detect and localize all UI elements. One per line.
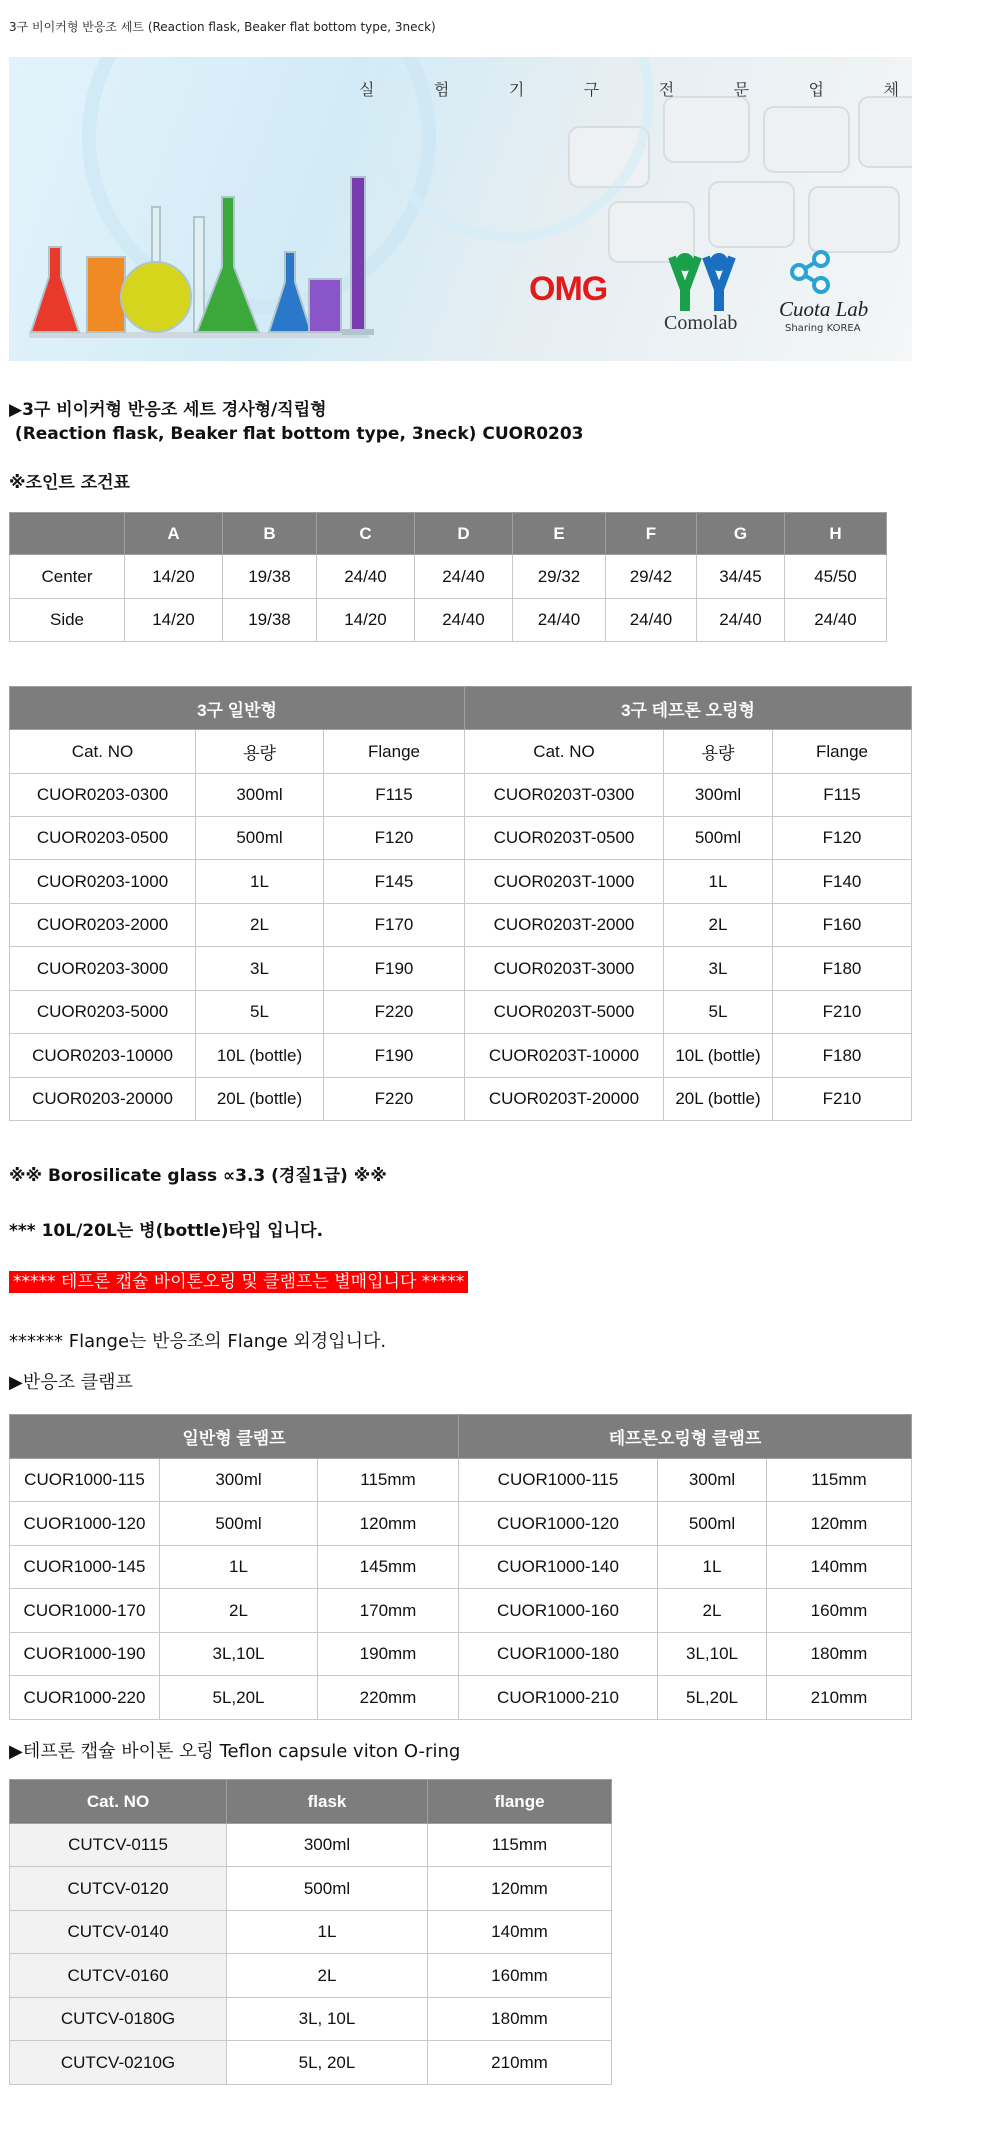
product-cell: 2L [196,904,324,947]
joint-cell: 45/50 [785,555,887,599]
product-cell: F220 [324,1078,465,1121]
clamp-group-left: 일반형 클램프 [10,1415,459,1459]
clamp-cell: CUOR1000-220 [10,1676,160,1720]
slogan-char: 구 [583,80,600,99]
clamp-cell: 115mm [767,1459,912,1502]
product-cell: 300ml [664,774,773,817]
table-row [10,1589,912,1633]
joint-cell: 14/20 [125,555,223,599]
product-cell: CUOR0203T-0500 [465,817,664,860]
oring-cell: 3L, 10L [227,1998,428,2041]
joint-cell: 24/40 [513,599,606,642]
table-row [10,2041,612,2085]
banner-slogan [359,77,899,100]
banner [9,57,912,361]
product-cell: 10L (bottle) [196,1034,324,1078]
cuotalab-logo: Cuota Lab [779,297,869,321]
product-cell: CUOR0203T-5000 [465,991,664,1034]
cuotalab-logo-icon [792,252,828,292]
borosilicate-note: ※※ Borosilicate glass ∝3.3 (경질1급) ※※ [9,1166,387,1186]
table-row [10,1824,612,1867]
product-cell: F220 [324,991,465,1034]
lab-glassware-illustration [9,57,912,361]
clamp-cell: 120mm [318,1502,459,1546]
oring-cell: 115mm [428,1824,612,1867]
table-row [10,1078,912,1121]
joint-header-cell: H [785,513,887,555]
clamp-cell: CUOR1000-145 [10,1546,160,1589]
product-table [9,686,912,1121]
product-cell: CUOR0203-3000 [10,947,196,991]
product-cell: CUOR0203T-20000 [465,1078,664,1121]
clamp-cell: CUOR1000-170 [10,1589,160,1633]
oring-cell: CUTCV-0180G [10,1998,227,2041]
joint-heading: ※조인트 조건표 [9,473,130,493]
oring-cell: 140mm [428,1911,612,1954]
oring-cell: CUTCV-0160 [10,1954,227,1998]
product-cell: 500ml [664,817,773,860]
clamp-cell: CUOR1000-120 [459,1502,658,1546]
product-cell: 5L [664,991,773,1034]
table-row [10,1459,912,1502]
clamp-cell: CUOR1000-115 [10,1459,160,1502]
joint-cell: 24/40 [606,599,697,642]
product-cell: CUOR0203T-1000 [465,860,664,904]
oring-header-cell: Cat. NO [10,1780,227,1824]
clamp-cell: 1L [160,1546,318,1589]
product-cell: F210 [773,1078,912,1121]
clamp-cell: 180mm [767,1633,912,1676]
clamp-cell: CUOR1000-115 [459,1459,658,1502]
flange-note: ****** Flange는 반응조의 Flange 외경입니다. [9,1331,387,1352]
oring-cell: CUTCV-0210G [10,2041,227,2085]
slogan-char: 실 [359,80,375,99]
joint-header-cell: E [513,513,606,555]
clamp-cell: 500ml [658,1502,767,1546]
clamp-group-right: 테프론오링형 클램프 [459,1415,912,1459]
product-cell: F145 [324,860,465,904]
product-cell: F120 [773,817,912,860]
table-row [10,904,912,947]
clamp-cell: 500ml [160,1502,318,1546]
clamp-cell: 210mm [767,1676,912,1720]
oring-cell: CUTCV-0115 [10,1824,227,1867]
product-cell: 5L [196,991,324,1034]
joint-header-cell: B [223,513,317,555]
joint-header-cell: D [415,513,513,555]
product-cell: F190 [324,947,465,991]
product-cell: 2L [664,904,773,947]
product-cell: 10L (bottle) [664,1034,773,1078]
table-row [10,1998,612,2041]
product-cell: CUOR0203-5000 [10,991,196,1034]
product-cell: 20L (bottle) [664,1078,773,1121]
clamp-heading: ▶반응조 클램프 [9,1372,133,1393]
joint-cell: 24/40 [697,599,785,642]
product-cell: F180 [773,947,912,991]
product-header-cell: 용량 [664,730,773,774]
clamp-cell: CUOR1000-140 [459,1546,658,1589]
product-cell: CUOR0203-0300 [10,774,196,817]
joint-cell: 29/32 [513,555,606,599]
product-cell: 20L (bottle) [196,1078,324,1121]
product-cell: 1L [196,860,324,904]
oring-heading: ▶테프론 캡슐 바이톤 오링 Teflon capsule viton O-ring [9,1741,461,1762]
table-row [10,817,912,860]
product-cell: CUOR0203-1000 [10,860,196,904]
table-row [10,599,887,642]
oring-header-cell: flask [227,1780,428,1824]
oring-table [9,1779,612,2085]
joint-header-cell: F [606,513,697,555]
slogan-char: 전 [658,80,675,99]
product-group-right: 3구 테프론 오링형 [465,687,912,730]
clamp-cell: CUOR1000-210 [459,1676,658,1720]
joint-cell: 19/38 [223,555,317,599]
oring-header-cell: flange [428,1780,612,1824]
oring-cell: 300ml [227,1824,428,1867]
joint-cell: 24/40 [785,599,887,642]
table-row [10,1911,612,1954]
table-row [10,991,912,1034]
table-row [10,1676,912,1720]
clamp-cell: 145mm [318,1546,459,1589]
clamp-cell: 5L,20L [658,1676,767,1720]
page-top-title: 3구 비이커형 반응조 세트 (Reaction flask, Beaker flat bottom type, 3neck) [9,20,436,34]
product-cell: CUOR0203-20000 [10,1078,196,1121]
product-cell: F210 [773,991,912,1034]
joint-cell: 34/45 [697,555,785,599]
clamp-cell: 160mm [767,1589,912,1633]
product-cell: 1L [664,860,773,904]
oring-cell: 160mm [428,1954,612,1998]
comolab-logo: Comolab [664,312,738,334]
clamp-cell: 3L,10L [658,1633,767,1676]
oring-cell: CUTCV-0120 [10,1867,227,1911]
product-cell: F120 [324,817,465,860]
product-cell: F115 [324,774,465,817]
product-cell: CUOR0203-10000 [10,1034,196,1078]
sold-separately-notice: ***** 테프론 캡슐 바이톤오링 및 클램프는 별매입니다 ***** [9,1271,468,1293]
clamp-cell: 5L,20L [160,1676,318,1720]
clamp-cell: 2L [658,1589,767,1633]
product-header-cell: Cat. NO [10,730,196,774]
product-cell: F190 [324,1034,465,1078]
clamp-cell: 1L [658,1546,767,1589]
product-header-cell: 용량 [196,730,324,774]
slogan-char: 체 [883,80,899,99]
product-cell: 300ml [196,774,324,817]
clamp-cell: CUOR1000-180 [459,1633,658,1676]
clamp-table [9,1414,912,1720]
slogan-char: 험 [433,80,450,99]
joint-cell: 24/40 [415,555,513,599]
table-row [10,555,887,599]
product-heading [9,398,584,446]
joint-cell: Center [10,555,125,599]
joint-table [9,512,887,642]
clamp-cell: 2L [160,1589,318,1633]
slogan-char: 문 [733,80,750,99]
joint-header-cell: C [317,513,415,555]
clamp-cell: 170mm [318,1589,459,1633]
table-row [10,1633,912,1676]
product-header-cell: Cat. NO [465,730,664,774]
table-row [10,774,912,817]
clamp-cell: 220mm [318,1676,459,1720]
clamp-cell: 140mm [767,1546,912,1589]
oring-cell: 120mm [428,1867,612,1911]
bottle-note: *** 10L/20L는 병(bottle)타입 입니다. [9,1221,324,1241]
product-cell: F160 [773,904,912,947]
slogan-char: 업 [808,80,824,99]
product-heading-line1: ▶3구 비이커형 반응조 세트 경사형/직립형 [9,400,327,420]
oring-cell: 5L, 20L [227,2041,428,2085]
oring-cell: 500ml [227,1867,428,1911]
product-group-left: 3구 일반형 [10,687,465,730]
joint-header-cell: A [125,513,223,555]
joint-cell: 24/40 [317,555,415,599]
table-row [10,1546,912,1589]
clamp-cell: CUOR1000-190 [10,1633,160,1676]
oring-cell: 2L [227,1954,428,1998]
clamp-cell: 120mm [767,1502,912,1546]
clamp-cell: 300ml [658,1459,767,1502]
product-header-cell: Flange [773,730,912,774]
joint-cell: 24/40 [415,599,513,642]
product-cell: F170 [324,904,465,947]
clamp-cell: 190mm [318,1633,459,1676]
oring-cell: 180mm [428,1998,612,2041]
product-cell: CUOR0203T-10000 [465,1034,664,1078]
joint-header-cell [10,513,125,555]
comolab-logo-icon [672,253,732,311]
product-cell: F115 [773,774,912,817]
oring-cell: CUTCV-0140 [10,1911,227,1954]
joint-cell: 19/38 [223,599,317,642]
slogan-char: 기 [508,80,525,99]
table-row [10,947,912,991]
clamp-cell: CUOR1000-160 [459,1589,658,1633]
oring-cell: 210mm [428,2041,612,2085]
product-cell: F140 [773,860,912,904]
joint-header-cell: G [697,513,785,555]
joint-cell: 14/20 [125,599,223,642]
table-row [10,860,912,904]
product-heading-line2: (Reaction flask, Beaker flat bottom type, 3neck) CUOR0203 [9,424,584,444]
product-cell: CUOR0203T-3000 [465,947,664,991]
oring-cell: 1L [227,1911,428,1954]
cuotalab-tagline: Sharing KOREA [785,323,861,334]
product-cell: 3L [664,947,773,991]
clamp-cell: 115mm [318,1459,459,1502]
table-row [10,1034,912,1078]
table-row [10,1502,912,1546]
table-row [10,1954,612,1998]
product-cell: F180 [773,1034,912,1078]
clamp-cell: 3L,10L [160,1633,318,1676]
omg-logo: OMG [529,270,608,308]
joint-cell: 29/42 [606,555,697,599]
product-cell: CUOR0203-0500 [10,817,196,860]
clamp-cell: CUOR1000-120 [10,1502,160,1546]
product-cell: 500ml [196,817,324,860]
joint-cell: Side [10,599,125,642]
product-cell: 3L [196,947,324,991]
product-cell: CUOR0203T-2000 [465,904,664,947]
product-cell: CUOR0203T-0300 [465,774,664,817]
clamp-cell: 300ml [160,1459,318,1502]
product-cell: CUOR0203-2000 [10,904,196,947]
product-header-cell: Flange [324,730,465,774]
joint-cell: 14/20 [317,599,415,642]
table-row [10,1867,612,1911]
